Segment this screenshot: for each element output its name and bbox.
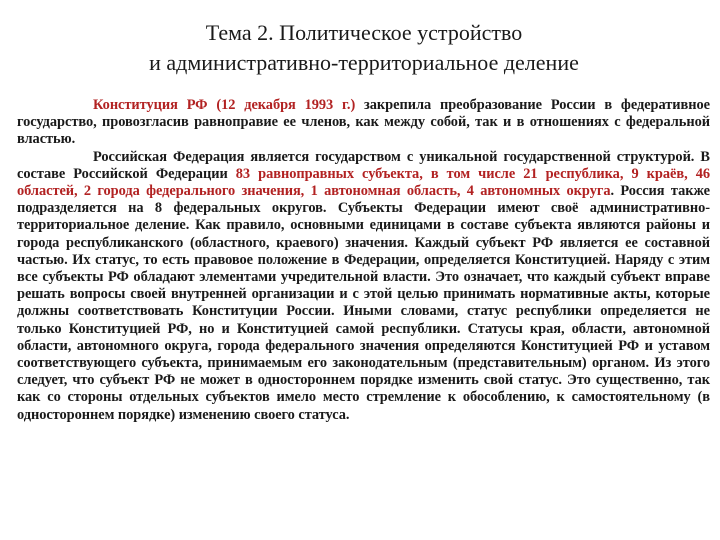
constitution-text: закрепила преобразование России в федеративное государство, провозгласив равноправие ее членов, как между собой, так и в отношениях с федеральной властью. — [17, 97, 710, 148]
paragraph-constitution — [17, 97, 710, 149]
title-line-2: и административно-территориальное деление — [149, 50, 579, 75]
paragraph-federation — [17, 149, 710, 424]
slide-body — [17, 97, 710, 424]
subjects-highlight: 83 равноправных субъекта, в том числе 21 республика, 9 краёв, 46 областей, 2 города федерального значения, 1 автономная область, 4 автономных округа — [17, 165, 710, 200]
constitution-highlight: Конституция РФ (12 декабря 1993 г.) — [93, 97, 356, 113]
federation-text: . Россия также подразделяется на 8 федеральных округов. Субъекты Федерации имеют своё административно-территориальное деление. Как правило, основными единицами в составе субъекта являются районы и города республиканского (областного, краевого) значения. Каждый субъект РФ является ее составной частью. Их статус, то есть правовое положение в Федерации, определяется Конституцией. Наряду с этим все субъекты РФ обладают элементами учредительной власти. Это означает, что каждый субъект вправе решать вопросы своей внутренней организации и с этой целью принимать нормативные акты, которые должны соответствовать Конституции России. Иными словами, статус республики определяется не только Конституцией РФ, но и Конституцией самой республики. Статусы края, области, автономной области, автономного округа, города федерального значения определяются Конституцией РФ и уставом соответствующего субъекта, принимаемым его законодательным (представительным) органом. Из этого следует, что субъект РФ не может в одностороннем порядке изменить свой статус. Это существенно, так как со стороны отдельных субъектов имело место стремление к обособлению, к самостоятельному (в одностороннем порядке) изменению своего статуса. — [17, 183, 710, 423]
title-line-1: Тема 2. Политическое устройство — [205, 20, 523, 45]
slide-title — [0, 18, 720, 78]
federation-intro: Российская Федерация является государством с уникальной государственной структурой. В составе Российской Федерации — [17, 148, 710, 182]
